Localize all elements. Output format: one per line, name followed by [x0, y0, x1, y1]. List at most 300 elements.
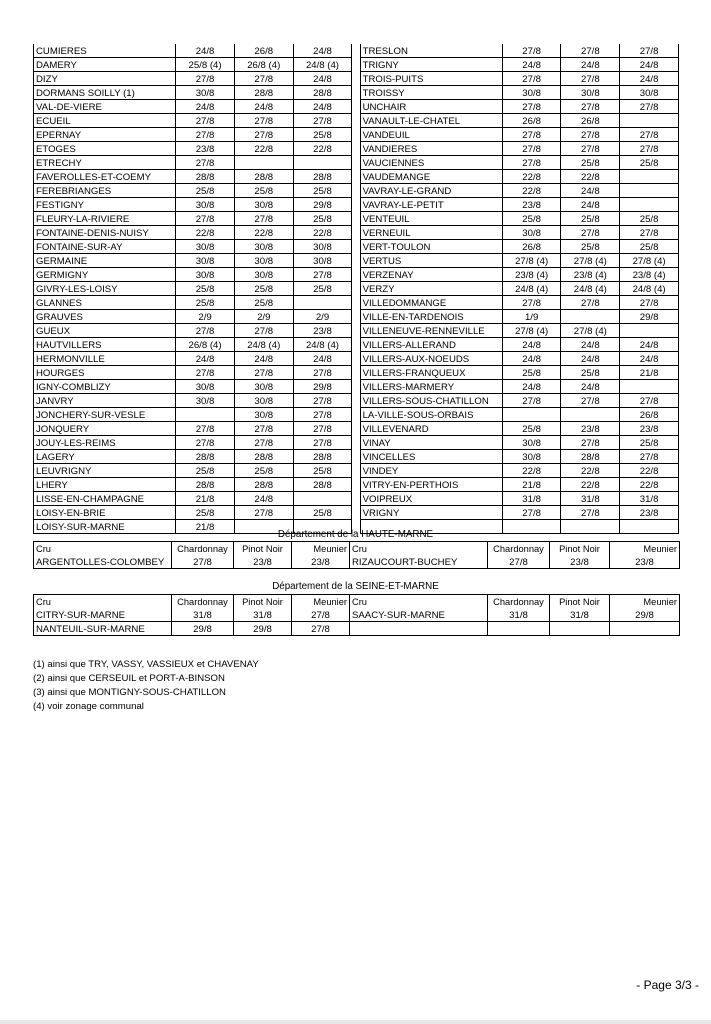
table-row — [34, 142, 679, 156]
date-cell: 23/8 (4) — [502, 268, 561, 282]
date-cell: 22/8 — [502, 170, 561, 184]
date-cell: 25/8 — [176, 506, 235, 520]
table-row — [34, 622, 680, 636]
cru-name-cell: VAL-DE-VIERE — [34, 100, 176, 114]
date-cell — [293, 492, 352, 506]
cru-name-cell: VAVRAY-LE-PETIT — [360, 198, 502, 212]
date-cell: 24/8 — [620, 72, 679, 86]
date-cell: 24/8 — [234, 492, 293, 506]
table-row — [34, 128, 679, 142]
table-row — [34, 296, 679, 310]
column-gap — [352, 478, 360, 492]
table-row — [34, 464, 679, 478]
date-cell: 25/8 — [561, 366, 620, 380]
cru-name-cell: GRAUVES — [34, 310, 176, 324]
table-row — [34, 114, 679, 128]
date-cell: 27/8 — [561, 142, 620, 156]
column-gap — [352, 128, 360, 142]
column-gap — [352, 324, 360, 338]
column-gap — [352, 464, 360, 478]
table-row — [34, 506, 679, 520]
footnote: (2) ainsi que CERSEUIL et PORT-A-BINSON — [33, 673, 225, 684]
date-cell: 27/8 (4) — [502, 324, 561, 338]
date-cell: 30/8 — [176, 394, 235, 408]
column-gap — [352, 394, 360, 408]
date-cell: 28/8 — [234, 86, 293, 100]
column-gap — [352, 86, 360, 100]
footnote: (3) ainsi que MONTIGNY-SOUS-CHATILLON — [33, 687, 226, 698]
date-cell: 25/8 — [561, 212, 620, 226]
cru-name-cell: VRIGNY — [360, 506, 502, 520]
date-cell: 25/8 — [620, 436, 679, 450]
date-cell: 27/8 — [292, 622, 350, 636]
date-cell: 24/8 — [502, 338, 561, 352]
date-cell: 28/8 — [293, 170, 352, 184]
date-cell: 30/8 — [293, 254, 352, 268]
date-cell: 26/8 — [620, 408, 679, 422]
cru-name-cell: FONTAINE-SUR-AY — [34, 240, 176, 254]
date-cell: 21/8 — [502, 478, 561, 492]
date-cell: 27/8 — [620, 128, 679, 142]
date-cell: 25/8 — [176, 184, 235, 198]
date-cell: 27/8 — [234, 436, 293, 450]
date-cell: 30/8 — [502, 450, 561, 464]
date-cell: 27/8 (4) — [561, 254, 620, 268]
date-cell: 25/8 — [561, 156, 620, 170]
date-cell: 23/8 — [620, 506, 679, 520]
date-cell: 25/8 — [561, 240, 620, 254]
cru-name-cell: VANAULT-LE-CHATEL — [360, 114, 502, 128]
column-header: Chardonnay — [488, 595, 550, 609]
date-cell: 24/8 — [234, 352, 293, 366]
date-cell: 27/8 — [176, 212, 235, 226]
date-cell: 24/8 — [620, 58, 679, 72]
column-gap — [352, 492, 360, 506]
table-row — [34, 366, 679, 380]
date-cell: 31/8 — [561, 492, 620, 506]
column-gap — [352, 352, 360, 366]
date-cell — [610, 622, 680, 636]
date-cell: 27/8 — [561, 100, 620, 114]
date-cell: 30/8 — [234, 268, 293, 282]
date-cell: 25/8 — [234, 464, 293, 478]
cru-name-cell: GUEUX — [34, 324, 176, 338]
date-cell: 25/8 — [293, 506, 352, 520]
cru-name-cell: JOUY-LES-REIMS — [34, 436, 176, 450]
date-cell: 28/8 — [176, 450, 235, 464]
cru-name-cell: EPERNAY — [34, 128, 176, 142]
column-gap — [352, 366, 360, 380]
cru-name-cell: TROIS-PUITS — [360, 72, 502, 86]
date-cell: 30/8 — [502, 436, 561, 450]
date-cell: 23/8 — [550, 555, 610, 569]
date-cell: 27/8 — [502, 100, 561, 114]
column-gap — [352, 380, 360, 394]
date-cell: 25/8 (4) — [176, 58, 235, 72]
column-header: Meunier — [292, 542, 350, 556]
date-cell: 27/8 — [561, 394, 620, 408]
column-gap — [352, 142, 360, 156]
date-cell: 28/8 — [234, 478, 293, 492]
date-cell: 30/8 — [176, 254, 235, 268]
table-row — [34, 436, 679, 450]
date-cell: 27/8 (4) — [561, 324, 620, 338]
date-cell: 27/8 — [176, 436, 235, 450]
date-cell: 27/8 — [176, 422, 235, 436]
date-cell: 31/8 — [502, 492, 561, 506]
table-row — [34, 44, 679, 58]
column-gap — [352, 226, 360, 240]
column-gap — [352, 240, 360, 254]
date-cell: 22/8 — [176, 226, 235, 240]
table-row — [34, 394, 679, 408]
cru-name-cell: LOISY-EN-BRIE — [34, 506, 176, 520]
date-cell: 31/8 — [172, 608, 234, 622]
cru-name-cell: GERMIGNY — [34, 268, 176, 282]
date-cell: 24/8 — [502, 380, 561, 394]
cru-name-cell: ETOGES — [34, 142, 176, 156]
date-cell: 25/8 — [293, 282, 352, 296]
date-cell: 27/8 — [561, 296, 620, 310]
date-cell: 22/8 — [234, 142, 293, 156]
date-cell: 30/8 — [234, 198, 293, 212]
date-cell: 27/8 — [293, 366, 352, 380]
column-gap — [352, 170, 360, 184]
date-cell: 27/8 — [293, 394, 352, 408]
date-cell: 2/9 — [293, 310, 352, 324]
date-cell: 23/8 (4) — [620, 268, 679, 282]
date-cell — [561, 408, 620, 422]
cru-name-cell: HAUTVILLERS — [34, 338, 176, 352]
cru-name-cell: DAMERY — [34, 58, 176, 72]
cru-name-cell: VILLE-EN-TARDENOIS — [360, 310, 502, 324]
date-cell — [620, 184, 679, 198]
cru-name-cell: VAUCIENNES — [360, 156, 502, 170]
column-gap — [352, 72, 360, 86]
date-cell: 30/8 — [561, 86, 620, 100]
cru-name-cell: VILLEDOMMANGE — [360, 296, 502, 310]
date-cell: 24/8 — [620, 352, 679, 366]
cru-name-cell: IGNY-COMBLIZY — [34, 380, 176, 394]
column-header: Meunier — [610, 542, 680, 556]
table-row — [34, 254, 679, 268]
cru-name-cell: TRIGNY — [360, 58, 502, 72]
cru-name-cell: CITRY-SUR-MARNE — [34, 608, 172, 622]
date-cell: 26/8 (4) — [176, 338, 235, 352]
cru-name-cell: ARGENTOLLES-COLOMBEY — [34, 555, 172, 569]
column-gap — [352, 100, 360, 114]
date-cell: 24/8 — [561, 198, 620, 212]
cru-name-cell: LA-VILLE-SOUS-ORBAIS — [360, 408, 502, 422]
cru-name-cell: VAVRAY-LE-GRAND — [360, 184, 502, 198]
cru-name-cell: VINDEY — [360, 464, 502, 478]
date-cell: 23/8 — [176, 142, 235, 156]
date-cell: 23/8 — [502, 198, 561, 212]
cru-name-cell: JONCHERY-SUR-VESLE — [34, 408, 176, 422]
date-cell: 24/8 — [620, 338, 679, 352]
seine-marne-table — [33, 594, 680, 636]
date-cell: 2/9 — [234, 310, 293, 324]
date-cell: 27/8 — [234, 324, 293, 338]
date-cell: 23/8 — [620, 422, 679, 436]
date-cell: 24/8 — [293, 100, 352, 114]
column-gap — [352, 338, 360, 352]
column-gap — [352, 506, 360, 520]
date-cell: 28/8 — [293, 86, 352, 100]
date-cell: 23/8 — [292, 555, 350, 569]
date-cell: 23/8 (4) — [561, 268, 620, 282]
cru-name-cell: FLEURY-LA-RIVIERE — [34, 212, 176, 226]
column-gap — [352, 44, 360, 58]
date-cell: 24/8 — [176, 100, 235, 114]
cru-name-cell: JONQUERY — [34, 422, 176, 436]
cru-name-cell: VANDEUIL — [360, 128, 502, 142]
table-row — [34, 555, 680, 569]
cru-name-cell: NANTEUIL-SUR-MARNE — [34, 622, 172, 636]
date-cell: 24/8 — [293, 352, 352, 366]
date-cell: 30/8 — [234, 240, 293, 254]
cru-name-cell: VERNEUIL — [360, 226, 502, 240]
date-cell — [550, 622, 610, 636]
cru-name-cell: LISSE-EN-CHAMPAGNE — [34, 492, 176, 506]
date-cell: 26/8 — [561, 114, 620, 128]
table-row — [34, 380, 679, 394]
date-cell: 27/8 (4) — [502, 254, 561, 268]
date-cell: 30/8 — [176, 240, 235, 254]
date-cell: 25/8 — [293, 212, 352, 226]
date-cell: 28/8 — [234, 450, 293, 464]
cru-name-cell: LAGERY — [34, 450, 176, 464]
date-cell: 25/8 — [293, 128, 352, 142]
date-cell: 24/8 (4) — [502, 282, 561, 296]
date-cell: 28/8 — [234, 170, 293, 184]
date-cell: 22/8 — [561, 170, 620, 184]
date-cell: 31/8 — [550, 608, 610, 622]
date-cell: 25/8 — [234, 184, 293, 198]
date-cell: 22/8 — [561, 478, 620, 492]
date-cell — [620, 170, 679, 184]
cru-name-cell: HOURGES — [34, 366, 176, 380]
date-cell: 29/8 — [234, 622, 292, 636]
date-cell: 21/8 — [620, 366, 679, 380]
column-gap — [352, 268, 360, 282]
date-cell: 27/8 — [561, 436, 620, 450]
date-cell: 27/8 — [620, 44, 679, 58]
date-cell: 27/8 — [561, 506, 620, 520]
page-bottom-bar — [0, 1020, 711, 1024]
date-cell: 27/8 — [234, 506, 293, 520]
date-cell: 27/8 — [292, 608, 350, 622]
date-cell: 24/8 (4) — [561, 282, 620, 296]
date-cell: 23/8 — [561, 422, 620, 436]
cru-name-cell: VERZENAY — [360, 268, 502, 282]
date-cell: 25/8 — [502, 422, 561, 436]
date-cell: 24/8 — [293, 44, 352, 58]
column-header: Chardonnay — [172, 595, 234, 609]
cru-name-cell: LOISY-SUR-MARNE — [34, 520, 176, 534]
column-gap — [352, 156, 360, 170]
cru-name-cell: CUMIERES — [34, 44, 176, 58]
table-row — [34, 408, 679, 422]
date-cell: 27/8 — [234, 72, 293, 86]
table-row — [34, 86, 679, 100]
date-cell: 26/8 (4) — [234, 58, 293, 72]
date-cell: 25/8 — [234, 296, 293, 310]
table-row — [34, 212, 679, 226]
date-cell: 24/8 (4) — [293, 338, 352, 352]
date-cell: 27/8 — [234, 114, 293, 128]
column-gap — [352, 282, 360, 296]
header-row — [34, 595, 680, 609]
date-cell: 28/8 — [293, 478, 352, 492]
date-cell: 27/8 — [293, 114, 352, 128]
table-row — [34, 324, 679, 338]
date-cell: 25/8 — [620, 212, 679, 226]
date-cell: 24/8 — [234, 100, 293, 114]
cru-name-cell: VITRY-EN-PERTHOIS — [360, 478, 502, 492]
date-cell: 27/8 — [293, 436, 352, 450]
cru-name-cell: ECUEIL — [34, 114, 176, 128]
column-header: Meunier — [610, 595, 680, 609]
date-cell: 27/8 — [561, 128, 620, 142]
cru-name-cell: TRESLON — [360, 44, 502, 58]
column-header: Pinot Noir — [234, 542, 292, 556]
date-cell: 29/8 — [293, 198, 352, 212]
date-cell: 24/8 — [561, 338, 620, 352]
date-cell: 30/8 — [234, 254, 293, 268]
date-cell: 25/8 — [502, 366, 561, 380]
date-cell: 24/8 — [561, 380, 620, 394]
cru-name-cell: LHERY — [34, 478, 176, 492]
table-row — [34, 478, 679, 492]
date-cell: 22/8 — [561, 464, 620, 478]
cru-name-cell: FEREBRIANGES — [34, 184, 176, 198]
date-cell: 30/8 — [502, 86, 561, 100]
date-cell: 22/8 — [234, 226, 293, 240]
column-gap — [352, 450, 360, 464]
date-cell: 22/8 — [293, 226, 352, 240]
column-header: Pinot Noir — [234, 595, 292, 609]
date-cell: 27/8 — [502, 394, 561, 408]
cru-name-cell: VILLEVENARD — [360, 422, 502, 436]
date-cell: 27/8 — [488, 555, 550, 569]
date-cell: 25/8 — [293, 184, 352, 198]
date-cell: 27/8 — [502, 506, 561, 520]
table-row — [34, 268, 679, 282]
table-row — [34, 240, 679, 254]
table-row — [34, 608, 680, 622]
column-header: Cru — [350, 595, 488, 609]
date-cell: 24/8 — [502, 58, 561, 72]
date-cell: 29/8 — [610, 608, 680, 622]
date-cell: 26/8 — [502, 114, 561, 128]
date-cell — [620, 198, 679, 212]
column-gap — [352, 296, 360, 310]
column-gap — [352, 436, 360, 450]
column-gap — [352, 254, 360, 268]
cru-name-cell: ETRECHY — [34, 156, 176, 170]
cru-name-cell: VANDIERES — [360, 142, 502, 156]
date-cell: 30/8 — [176, 86, 235, 100]
date-cell: 24/8 — [561, 58, 620, 72]
table-row — [34, 282, 679, 296]
cru-name-cell: VINCELLES — [360, 450, 502, 464]
date-cell: 27/8 — [172, 555, 234, 569]
date-cell: 30/8 — [502, 226, 561, 240]
cru-name-cell: VILLERS-SOUS-CHATILLON — [360, 394, 502, 408]
cru-name-cell — [350, 622, 488, 636]
table-row — [34, 226, 679, 240]
date-cell: 27/8 — [234, 422, 293, 436]
date-cell — [620, 324, 679, 338]
date-cell — [293, 156, 352, 170]
table-row — [34, 72, 679, 86]
date-cell: 24/8 — [561, 184, 620, 198]
cru-name-cell: VERTUS — [360, 254, 502, 268]
cru-name-cell: VERT-TOULON — [360, 240, 502, 254]
column-header: Chardonnay — [172, 542, 234, 556]
date-cell: 27/8 — [502, 296, 561, 310]
date-cell: 24/8 — [176, 44, 235, 58]
date-cell: 25/8 — [293, 464, 352, 478]
cru-name-cell: FAVEROLLES-ET-COEMY — [34, 170, 176, 184]
date-cell: 27/8 — [502, 142, 561, 156]
date-cell: 28/8 — [176, 478, 235, 492]
table-row — [34, 156, 679, 170]
cru-name-cell: RIZAUCOURT-BUCHEY — [350, 555, 488, 569]
date-cell: 27/8 — [502, 156, 561, 170]
date-cell: 25/8 — [620, 156, 679, 170]
footnote: (1) ainsi que TRY, VASSY, VASSIEUX et CHAVENAY — [33, 659, 259, 670]
date-cell: 27/8 (4) — [620, 254, 679, 268]
date-cell: 27/8 — [234, 212, 293, 226]
date-cell: 29/8 — [172, 622, 234, 636]
cru-name-cell: VILLENEUVE-RENNEVILLE — [360, 324, 502, 338]
date-cell: 25/8 — [234, 282, 293, 296]
cru-name-cell: VAUDEMANGE — [360, 170, 502, 184]
date-cell: 1/9 — [502, 310, 561, 324]
date-cell: 27/8 — [176, 366, 235, 380]
date-cell — [293, 296, 352, 310]
date-cell: 22/8 — [502, 184, 561, 198]
date-cell: 24/8 — [502, 352, 561, 366]
date-cell: 27/8 — [293, 268, 352, 282]
date-cell: 25/8 — [620, 240, 679, 254]
column-gap — [352, 198, 360, 212]
date-cell: 21/8 — [176, 520, 235, 534]
date-cell: 25/8 — [176, 464, 235, 478]
date-cell: 26/8 — [502, 240, 561, 254]
date-cell: 24/8 — [561, 352, 620, 366]
cru-name-cell: FONTAINE-DENIS-NUISY — [34, 226, 176, 240]
date-cell: 23/8 — [234, 555, 292, 569]
date-cell: 27/8 — [234, 128, 293, 142]
date-cell — [561, 310, 620, 324]
date-cell — [502, 408, 561, 422]
cru-name-cell: GIVRY-LES-LOISY — [34, 282, 176, 296]
date-cell: 30/8 — [234, 408, 293, 422]
column-gap — [352, 114, 360, 128]
date-cell — [234, 156, 293, 170]
column-header: Chardonnay — [488, 542, 550, 556]
column-header: Pinot Noir — [550, 595, 610, 609]
date-cell: 27/8 — [561, 44, 620, 58]
cru-name-cell: SAACY-SUR-MARNE — [350, 608, 488, 622]
column-gap — [352, 422, 360, 436]
date-cell: 27/8 — [176, 156, 235, 170]
date-cell: 31/8 — [488, 608, 550, 622]
cru-name-cell: UNCHAIR — [360, 100, 502, 114]
